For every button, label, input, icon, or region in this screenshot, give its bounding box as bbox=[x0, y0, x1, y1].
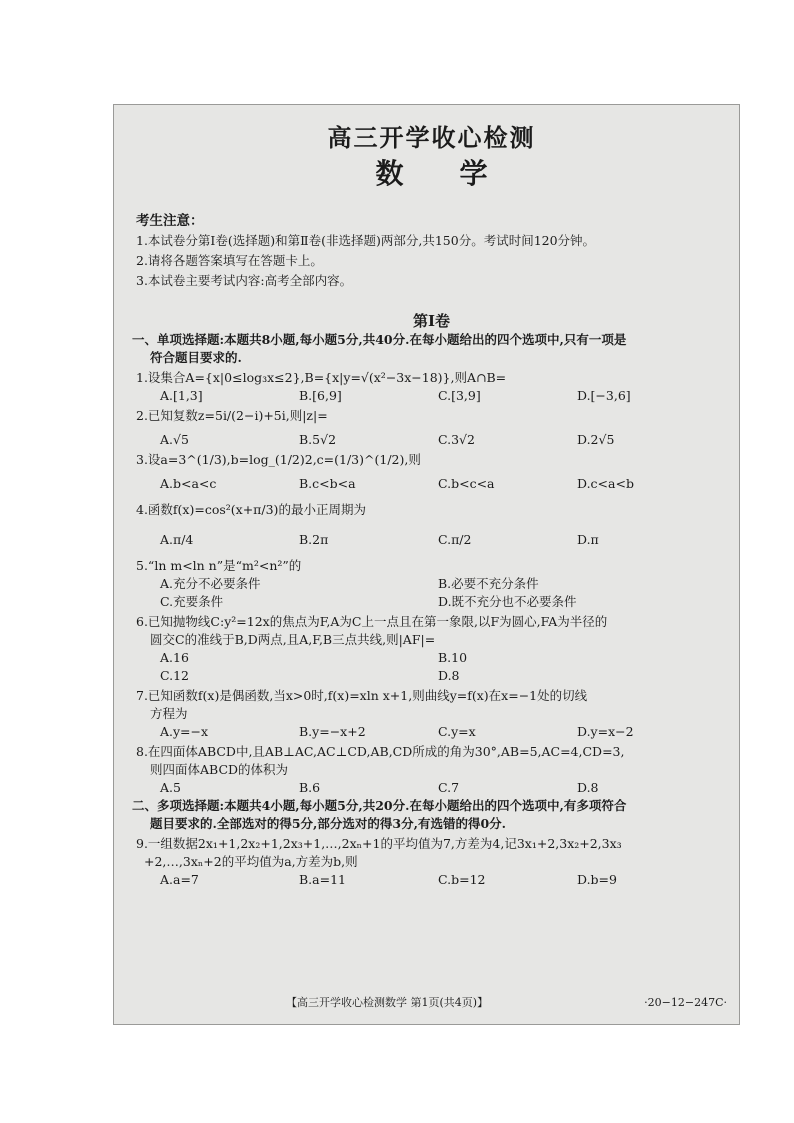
option: A.a=7 bbox=[160, 872, 199, 887]
option: C.12 bbox=[160, 668, 189, 683]
option: A.b<a<c bbox=[160, 476, 217, 491]
option: B.2π bbox=[299, 532, 329, 547]
section1-heading-cont: 符合题目要求的. bbox=[150, 350, 242, 365]
option: D.y=x−2 bbox=[577, 724, 634, 739]
option: D.[−3,6] bbox=[577, 388, 631, 403]
section1-heading: 一、单项选择题:本题共8小题,每小题5分,共40分.在每小题给出的四个选项中,只有一项是 bbox=[132, 332, 627, 347]
question-stem: 1.设集合A={x|0≤log₃x≤2},B={x|y=√(x²−3x−18)},则A∩B= bbox=[136, 370, 507, 385]
question-options bbox=[136, 475, 727, 493]
question-stem: 8.在四面体ABCD中,且AB⊥AC,AC⊥CD,AB,CD所成的角为30°,AB=5,AC=4,CD=3, bbox=[136, 744, 625, 759]
option: D.既不充分也不必要条件 bbox=[438, 594, 577, 609]
exam-title: 高三开学收心检测 bbox=[327, 123, 536, 152]
option: C.7 bbox=[438, 780, 460, 795]
question-options bbox=[136, 387, 727, 405]
option: A.5 bbox=[160, 780, 181, 795]
option: D.c<a<b bbox=[577, 476, 634, 491]
option: D.π bbox=[577, 532, 599, 547]
question-options bbox=[136, 531, 727, 549]
section2-heading-cont: 题目要求的.全部选对的得5分,部分选对的得3分,有选错的得0分. bbox=[150, 816, 507, 831]
notice-item: 2.请将各题答案填写在答题卡上。 bbox=[136, 253, 323, 268]
question-options bbox=[136, 779, 727, 797]
question-stem-cont: 方程为 bbox=[150, 706, 188, 721]
option: D.8 bbox=[438, 668, 460, 683]
option: A.充分不必要条件 bbox=[160, 576, 261, 591]
option: D.2√5 bbox=[577, 432, 615, 447]
question-options bbox=[136, 667, 727, 685]
option: B.a=11 bbox=[299, 872, 346, 887]
question-stem: 3.设a=3^(1/3),b=log_(1/2)2,c=(1/3)^(1/2),则 bbox=[136, 452, 421, 467]
option: D.8 bbox=[577, 780, 599, 795]
option: C.3√2 bbox=[438, 432, 475, 447]
option: A.y=−x bbox=[160, 724, 209, 739]
option: C.充要条件 bbox=[160, 594, 224, 609]
question-options bbox=[136, 431, 727, 449]
question-options bbox=[136, 575, 727, 593]
option: A.[1,3] bbox=[160, 388, 203, 403]
exam-subject: 数学 bbox=[375, 157, 544, 190]
option: C.b<c<a bbox=[438, 476, 495, 491]
option: B.必要不充分条件 bbox=[438, 576, 539, 591]
volume-heading: 第Ⅰ卷 bbox=[412, 312, 451, 330]
question-stem: 6.已知抛物线C:y²=12x的焦点为F,A为C上一点且在第一象限,以F为圆心,FA为半径的 bbox=[136, 614, 608, 629]
exam-paper bbox=[113, 104, 740, 1025]
option: D.b=9 bbox=[577, 872, 617, 887]
question-options bbox=[136, 871, 727, 889]
footer-code: ·20−12−247C· bbox=[644, 996, 727, 1009]
question-stem: 4.函数f(x)=cos²(x+π/3)的最小正周期为 bbox=[136, 502, 366, 517]
option: A.16 bbox=[160, 650, 189, 665]
notice-title: 考生注意： bbox=[136, 213, 204, 229]
paper-content bbox=[132, 123, 727, 1024]
option: B.c<b<a bbox=[299, 476, 356, 491]
option: C.π/2 bbox=[438, 532, 472, 547]
question-stem: 2.已知复数z=5i/(2−i)+5i,则|z|= bbox=[136, 408, 328, 423]
option: C.b=12 bbox=[438, 872, 486, 887]
option: C.y=x bbox=[438, 724, 476, 739]
question-stem-cont: 则四面体ABCD的体积为 bbox=[150, 762, 289, 777]
question-stem: 7.已知函数f(x)是偶函数,当x>0时,f(x)=xln x+1,则曲线y=f(x)在x=−1处的切线 bbox=[136, 688, 588, 703]
question-options bbox=[136, 723, 727, 741]
option: B.[6,9] bbox=[299, 388, 342, 403]
option: C.[3,9] bbox=[438, 388, 481, 403]
notice-item: 3.本试卷主要考试内容:高考全部内容。 bbox=[136, 273, 353, 288]
section2-heading: 二、多项选择题:本题共4小题,每小题5分,共20分.在每小题给出的四个选项中,有多项符合 bbox=[132, 798, 627, 813]
question-options bbox=[136, 593, 727, 611]
question-stem-cont: +2,…,3xₙ+2的平均值为a,方差为b,则 bbox=[144, 854, 358, 869]
option: A.π/4 bbox=[160, 532, 194, 547]
option: B.6 bbox=[299, 780, 321, 795]
notice-item: 1.本试卷分第Ⅰ卷(选择题)和第Ⅱ卷(非选择题)两部分,共150分。考试时间120分钟。 bbox=[136, 233, 596, 248]
option: B.y=−x+2 bbox=[299, 724, 366, 739]
question-stem-cont: 圆交C的准线于B,D两点,且A,F,B三点共线,则|AF|= bbox=[150, 632, 436, 647]
question-stem: 5.“ln m<ln n”是“m²<n²”的 bbox=[136, 558, 302, 573]
option: B.5√2 bbox=[299, 432, 337, 447]
question-stem: 9.一组数据2x₁+1,2x₂+1,2x₃+1,…,2xₙ+1的平均值为7,方差为4,记3x₁+2,3x₂+2,3x₃ bbox=[136, 836, 622, 851]
question-options bbox=[136, 649, 727, 667]
option: A.√5 bbox=[160, 432, 189, 447]
footer-page-info: 【高三开学收心检测数学 第1页(共4页)】 bbox=[286, 996, 489, 1009]
option: B.10 bbox=[438, 650, 468, 665]
